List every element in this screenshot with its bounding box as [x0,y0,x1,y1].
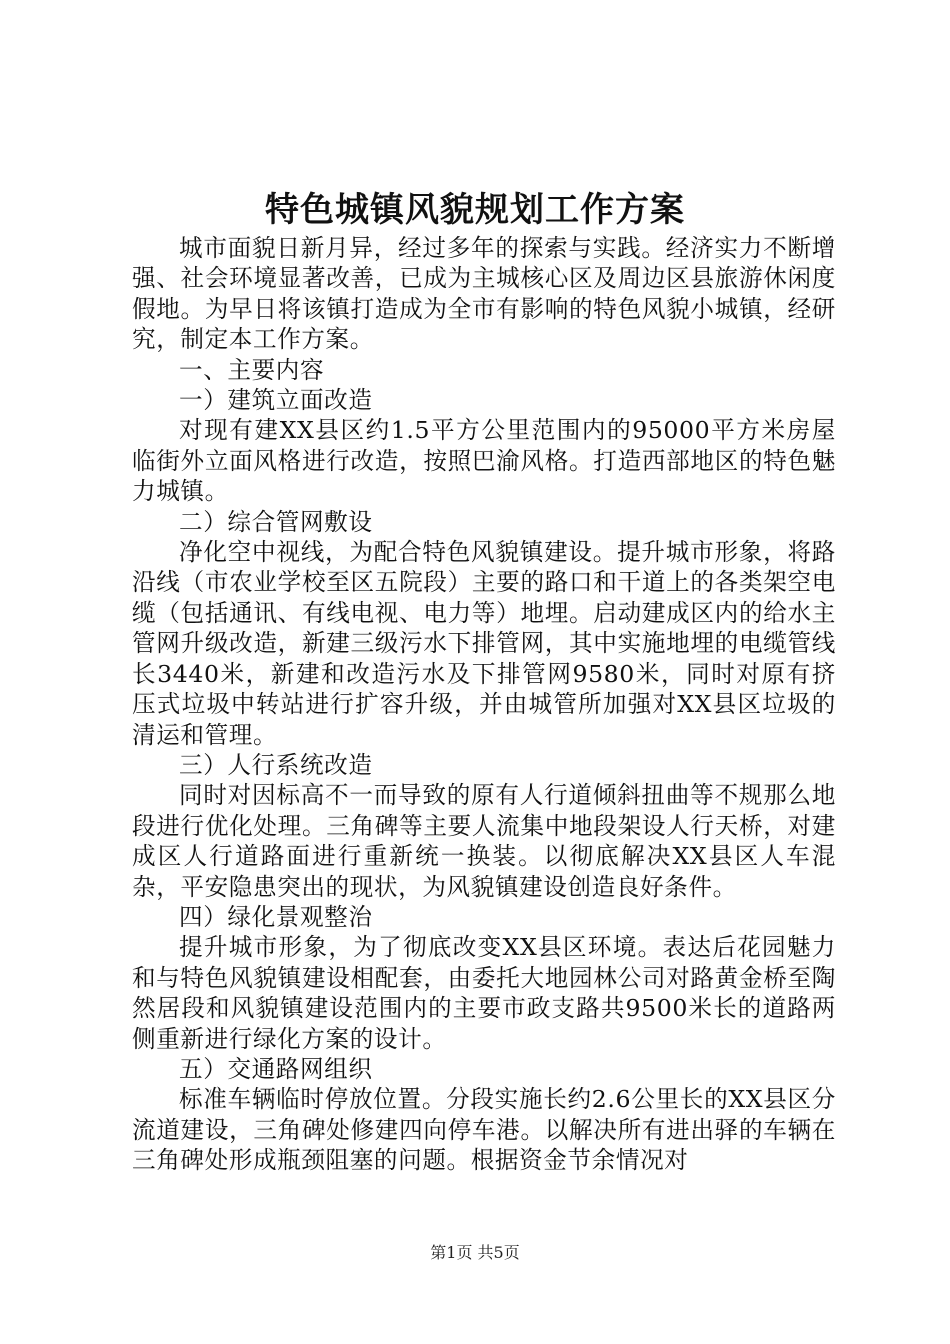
heading-greening: 四）绿化景观整治 [179,902,373,931]
heading-traffic: 五）交通路网组织 [179,1054,373,1083]
page-number-footer: 第1页 共5页 [430,1243,520,1262]
paragraph-pedestrian-system: 同时对因标高不一而导致的原有人行道倾斜扭曲等不规那么地段进行优化处理。三角碑等主要人流集中地段架设人行天桥，对建成区人行道路面进行重新统一换装。以彻底解决XX县区人车混杂，平安隐患突出的现状，为风貌镇建设创造良好条件。 [132,781,836,901]
paragraph-facade-renovation: 对现有建XX县区约1.5平方公里范围内的95000平方米房屋临街外立面风格进行改造，按照巴渝风格。打造西部地区的特色魅力城镇。 [132,416,836,506]
heading-main-content: 一、主要内容 [179,355,325,384]
heading-pedestrian-system: 三）人行系统改造 [179,750,373,779]
heading-pipe-network: 二）综合管网敷设 [179,507,373,536]
document-title: 特色城镇风貌规划工作方案 [265,190,685,230]
document-body [132,233,836,1176]
heading-facade-renovation: 一）建筑立面改造 [179,386,373,415]
paragraph-pipe-network: 净化空中视线，为配合特色风貌镇建设。提升城市形象，将路沿线（市农业学校至区五院段）主要的路口和干道上的各类架空电缆（包括通讯、有线电视、电力等）地埋。启动建成区内的给水主管网升级改造，新建三级污水下排管网，其中实施地埋的电缆管线长3440米，新建和改造污水及下排管网9580米，同时对原有挤压式垃圾中转站进行扩容升级，并由城管所加强对XX县区垃圾的清运和管理。 [132,538,836,749]
paragraph-intro: 城市面貌日新月异，经过多年的探索与实践。经济实力不断增强、社会环境显著改善，已成为主城核心区及周边区县旅游休闲度假地。为早日将该镇打造成为全市有影响的特色风貌小城镇，经研究，制定本工作方案。 [132,234,836,354]
paragraph-greening: 提升城市形象，为了彻底改变XX县区环境。表达后花园魅力和与特色风貌镇建设相配套，由委托大地园林公司对路黄金桥至陶然居段和风貌镇建设范围内的主要市政支路共9500米长的道路两侧重新进行绿化方案的设计。 [132,933,836,1053]
paragraph-traffic: 标准车辆临时停放位置。分段实施长约2.6公里长的XX县区分流道建设，三角碑处修建四向停车港。以解决所有进出驿的车辆在三角碑处形成瓶颈阻塞的问题。根据资金节余情况对 [132,1085,836,1175]
